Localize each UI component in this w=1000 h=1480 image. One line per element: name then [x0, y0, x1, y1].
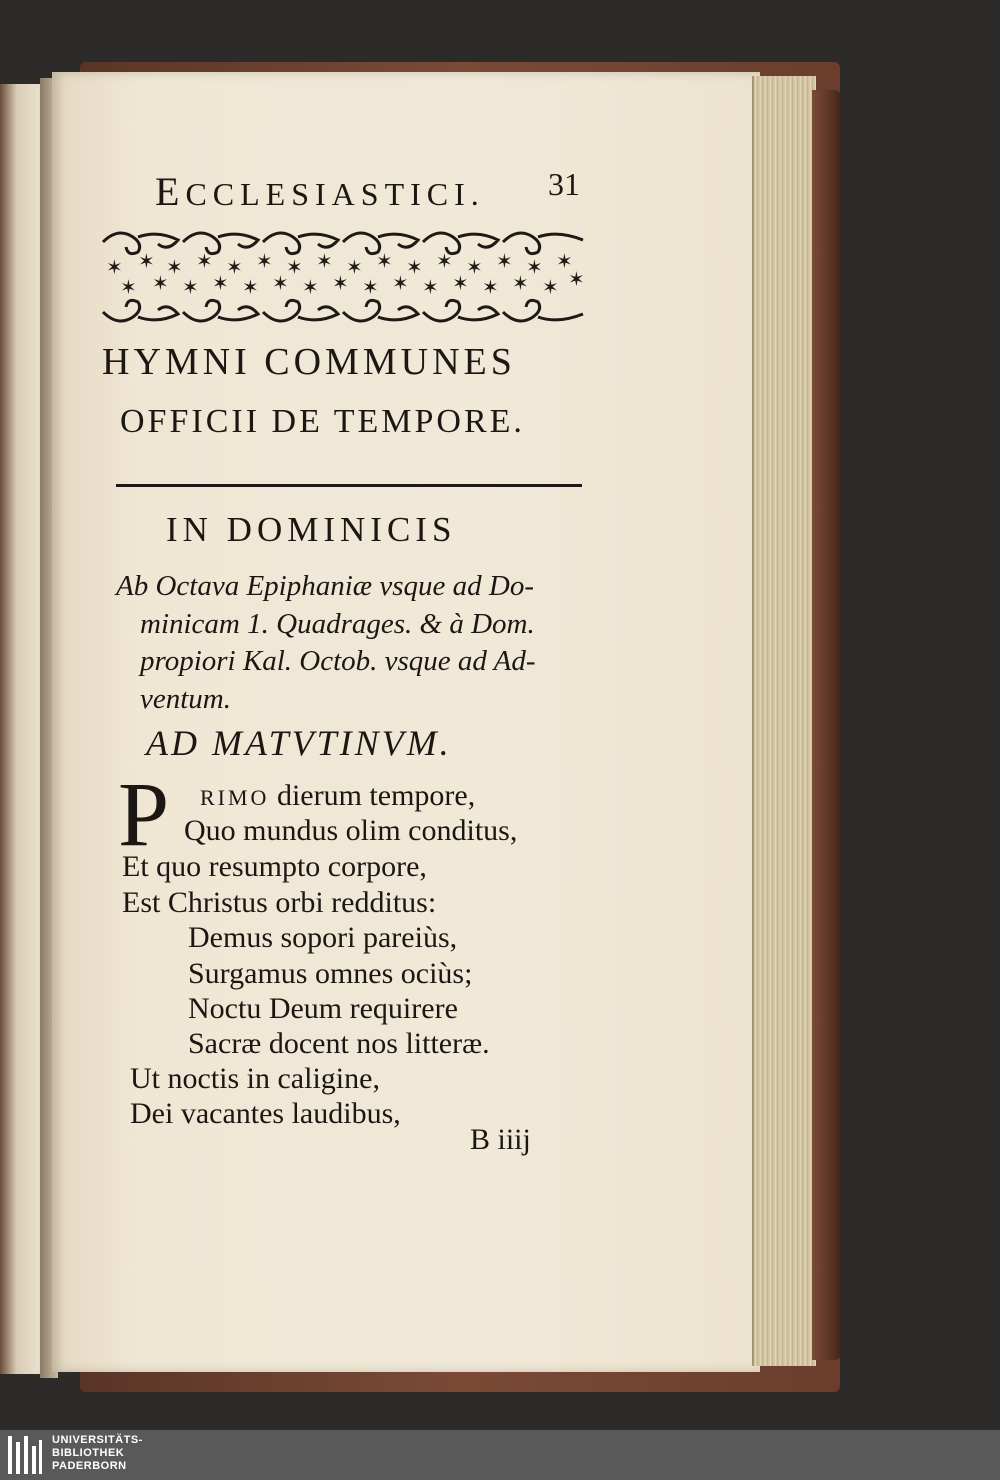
hymn-line: Ut noctis in caligine,	[130, 1062, 380, 1095]
svg-text:✶: ✶	[182, 275, 199, 299]
rubric-line: minicam 1. Quadrages. & à Dom.	[140, 608, 535, 640]
svg-text:✶: ✶	[376, 249, 393, 273]
svg-text:✶: ✶	[392, 271, 409, 295]
svg-text:✶: ✶	[482, 275, 499, 299]
library-name-line: BIBLIOTHEK	[52, 1447, 125, 1459]
svg-text:✶: ✶	[138, 249, 155, 273]
hymn-line: Dei vacantes laudibus,	[130, 1097, 401, 1130]
library-name-line: UNIVERSITÄTS-	[52, 1434, 143, 1446]
section-heading: IN DOMINICIS	[166, 510, 457, 549]
svg-text:✶: ✶	[272, 271, 289, 295]
page-block-edge	[752, 76, 816, 1366]
svg-text:✶: ✶	[452, 271, 469, 295]
horizontal-rule	[116, 484, 582, 487]
svg-text:✶: ✶	[302, 275, 319, 299]
hymn-line: Est Christus orbi redditus:	[122, 886, 437, 919]
signature-mark: B iiij	[470, 1123, 531, 1156]
svg-text:✶: ✶	[512, 271, 529, 295]
first-line-text: dierum tempore,	[269, 779, 476, 812]
svg-text:✶: ✶	[332, 271, 349, 295]
svg-text:✶: ✶	[568, 267, 585, 291]
svg-text:✶: ✶	[362, 275, 379, 299]
drop-cap: P	[118, 763, 170, 865]
rubric-line: propiori Kal. Octob. vsque ad Ad-	[140, 645, 536, 677]
library-name	[52, 1434, 143, 1473]
svg-text:✶: ✶	[212, 271, 229, 295]
library-logo-icon	[6, 1434, 44, 1476]
title-line-2: OFFICII DE TEMPORE.	[120, 403, 525, 440]
hymn-line: Et quo resumpto corpore,	[122, 850, 427, 883]
svg-text:✶: ✶	[166, 255, 183, 279]
printers-ornament	[98, 222, 588, 332]
svg-text:✶: ✶	[422, 275, 439, 299]
svg-text:✶: ✶	[106, 255, 123, 279]
small-caps-text: RIMO	[200, 785, 270, 810]
rubric-line: ventum.	[140, 683, 231, 715]
svg-text:✶: ✶	[436, 249, 453, 273]
svg-text:✶: ✶	[526, 255, 543, 279]
svg-text:✶: ✶	[496, 249, 513, 273]
library-footer	[0, 1430, 1000, 1480]
svg-text:✶: ✶	[242, 275, 259, 299]
hymn-first-line	[200, 779, 475, 813]
library-name-line: PADERBORN	[52, 1460, 127, 1472]
running-head-initial: E	[155, 169, 186, 214]
running-head-text: CCLESIASTICI.	[185, 176, 485, 212]
svg-text:✶: ✶	[120, 275, 137, 299]
svg-text:✶: ✶	[152, 271, 169, 295]
svg-text:✶: ✶	[466, 255, 483, 279]
svg-text:✶: ✶	[226, 255, 243, 279]
hymn-line: Quo mundus olim conditus,	[184, 814, 518, 847]
running-head	[155, 168, 485, 215]
svg-text:✶: ✶	[406, 255, 423, 279]
hymn-line: Demus sopori pareiùs,	[188, 921, 458, 954]
subheading: AD MATVTINVM.	[146, 723, 452, 763]
cover-edge	[812, 90, 842, 1360]
title-line-1: HYMNI COMMUNES	[102, 341, 516, 383]
hymn-line: Noctu Deum requirere	[188, 992, 458, 1025]
page-number: 31	[548, 166, 580, 202]
hymn-line: Sacræ docent nos litteræ.	[188, 1027, 490, 1060]
svg-text:✶: ✶	[542, 275, 559, 299]
hymn-line: Surgamus omnes ociùs;	[188, 957, 473, 990]
svg-text:✶: ✶	[346, 255, 363, 279]
svg-text:✶: ✶	[316, 249, 333, 273]
svg-text:✶: ✶	[196, 249, 213, 273]
svg-text:✶: ✶	[556, 249, 573, 273]
svg-text:✶: ✶	[286, 255, 303, 279]
svg-text:✶: ✶	[256, 249, 273, 273]
rubric-line: Ab Octava Epiphaniæ vsque ad Do-	[116, 570, 535, 602]
